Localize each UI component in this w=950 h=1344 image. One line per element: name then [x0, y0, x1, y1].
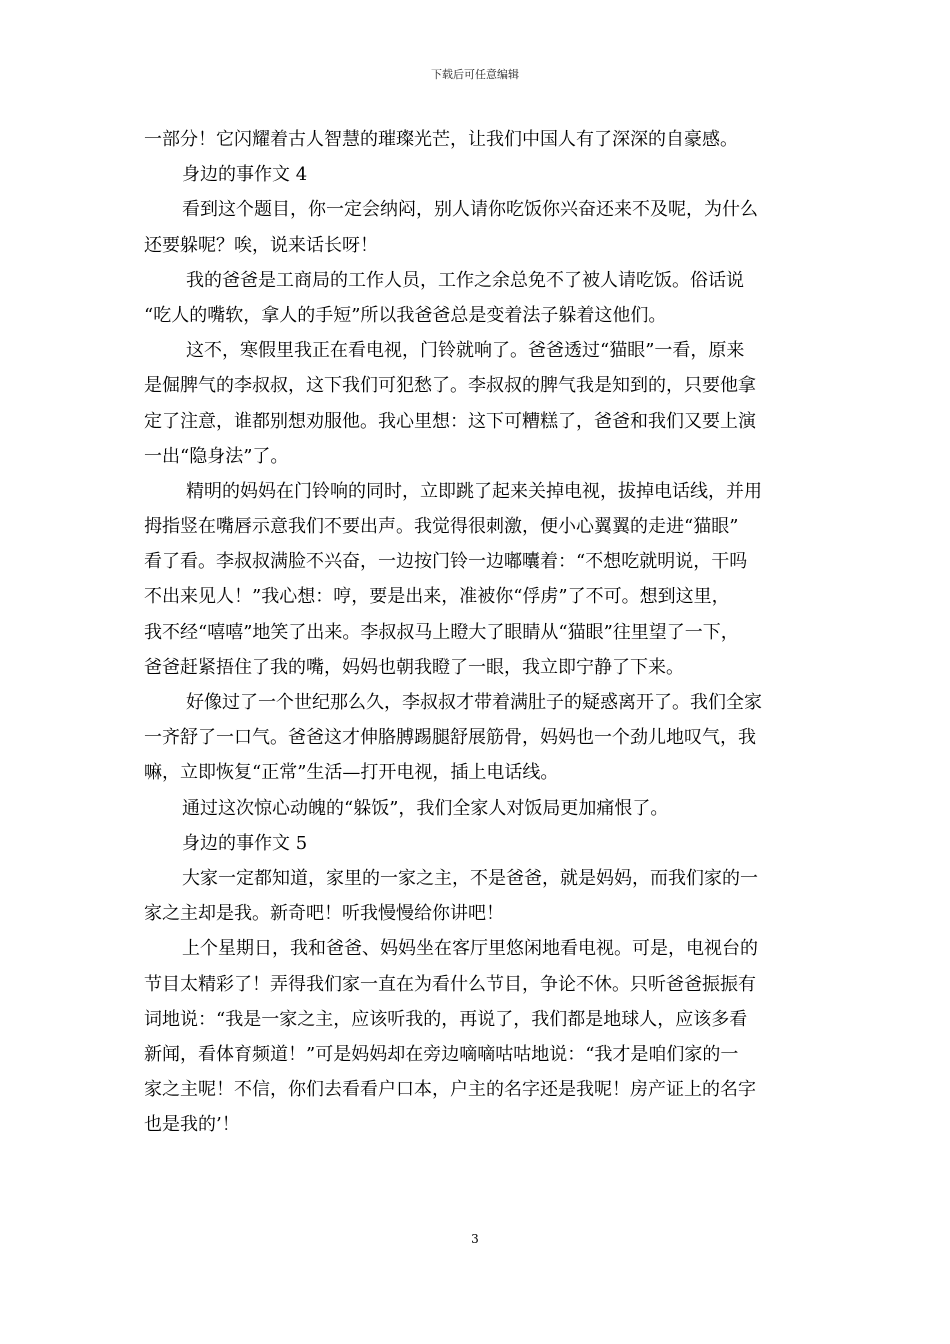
text-line: 节目太精彩了！弄得我们家一直在为看什么节目，争论不休。只听爸爸振振有	[144, 973, 756, 995]
text-line: 也是我的’！	[144, 1114, 240, 1136]
text-line: 嘛，立即恢复“正常”生活—打开电视，插上电话线。	[144, 762, 559, 784]
text-line: 好像过了一个世纪那么久，李叔叔才带着满肚子的疑惑离开了。我们全家	[186, 692, 762, 713]
text-line: 我的爸爸是工商局的工作人员，工作之余总免不了被人请吃饭。俗话说	[186, 269, 744, 291]
text-line: 定了注意，谁都别想劝服他。我心里想：这下可糟糕了，爸爸和我们又要上演	[144, 410, 756, 432]
text-line: 不出来见人！”我心想：哼，要是出来，准被你“俘虏”了不可。想到这里，	[144, 586, 730, 608]
text-line: 家之主却是我。新奇吧！听我慢慢给你讲吧！	[144, 903, 504, 925]
text-line: 一出“隐身法”了。	[144, 445, 289, 467]
section-heading: 身边的事作文 4	[182, 164, 308, 186]
section-heading: 身边的事作文 5	[182, 832, 308, 854]
text-line: 爸爸赶紧捂住了我的嘴，妈妈也朝我瞪了一眼，我立即宁静了下来。	[144, 656, 684, 678]
text-line: 一部分！它闪耀着古人智慧的璀璨光芒，让我们中国人有了深深的自豪感。	[144, 129, 738, 150]
text-line: 上个星期日，我和爸爸、妈妈坐在客厅里悠闲地看电视。可是，电视台的	[182, 938, 758, 960]
text-line: 词地说：“我是一家之主，应该听我的，再说了，我们都是地球人，应该多看	[144, 1008, 748, 1030]
text-line: 看到这个题目，你一定会纳闷，别人请你吃饭你兴奋还来不及呢，为什么	[182, 199, 758, 221]
text-line: 一齐舒了一口气。爸爸这才伸胳膊踢腿舒展筋骨，妈妈也一个劲儿地叹气，我	[144, 727, 756, 749]
text-line: 是倔脾气的李叔叔，这下我们可犯愁了。李叔叔的脾气我是知到的，只要他拿	[144, 375, 756, 397]
text-line: 我不经“嘻嘻”地笑了出来。李叔叔马上瞪大了眼睛从“猫眼”往里望了一下，	[144, 621, 739, 643]
text-line: 看了看。李叔叔满脸不兴奋，一边按门铃一边嘟囔着：“不想吃就明说，干吗	[144, 551, 748, 573]
page-header: 下载后可任意编辑	[431, 68, 519, 81]
text-line: 新闻，看体育频道！”可是妈妈却在旁边嘀嘀咕咕地说：“我才是咱们家的一	[144, 1043, 739, 1065]
text-line: 家之主呢！不信，你们去看看户口本，户主的名字还是我呢！房产证上的名字	[144, 1079, 756, 1101]
text-line: 通过这次惊心动魄的“躲饭”，我们全家人对饭局更加痛恨了。	[182, 797, 669, 819]
page-number: 3	[471, 1232, 479, 1246]
text-line: 还要躲呢？唉，说来话长呀！	[144, 234, 378, 256]
text-line: 大家一定都知道，家里的一家之主，不是爸爸，就是妈妈，而我们家的一	[182, 867, 758, 889]
text-line: 精明的妈妈在门铃响的同时，立即跳了起来关掉电视，拔掉电话线，并用	[186, 480, 762, 502]
document-body	[144, 122, 809, 1142]
text-line: 这不，寒假里我正在看电视，门铃就响了。爸爸透过“猫眼”一看，原来	[186, 340, 745, 362]
text-line: “吃人的嘴软，拿人的手短”所以我爸爸总是变着法子躲着这他们。	[144, 304, 667, 326]
text-line: 拇指竖在嘴唇示意我们不要出声。我觉得很刺激，便小心翼翼的走进“猫眼”	[144, 516, 739, 538]
